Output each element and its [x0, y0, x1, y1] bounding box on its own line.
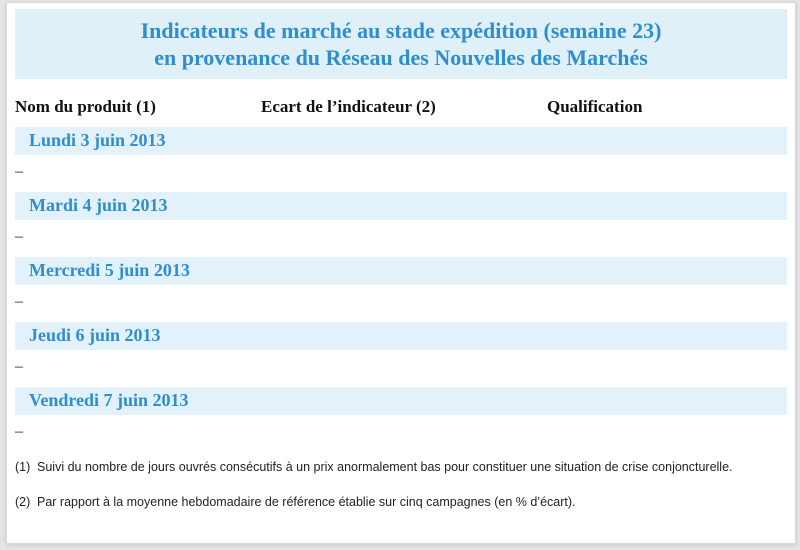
- day-band: [15, 127, 787, 155]
- day-band: [15, 192, 787, 220]
- day-label: Mercredi 5 juin 2013: [29, 260, 190, 280]
- footnote-text: Suivi du nombre de jours ouvrés consécutifs à un prix anormalement bas pour constituer une situation de crise conjoncturelle.: [37, 460, 733, 474]
- footnote-marker: (2): [15, 495, 31, 509]
- empty-row-dash: –: [15, 293, 23, 310]
- footnote-1: [15, 460, 775, 475]
- title-banner: [15, 9, 787, 79]
- day-label: Vendredi 7 juin 2013: [29, 390, 189, 410]
- footnote-marker: (1): [15, 460, 31, 474]
- empty-row-dash: –: [15, 163, 23, 180]
- day-band: [15, 387, 787, 415]
- day-band: [15, 322, 787, 350]
- column-header-gap: Ecart de l’indicateur (2): [261, 97, 436, 116]
- column-header-product: Nom du produit (1): [15, 97, 156, 116]
- day-band: [15, 257, 787, 285]
- empty-row-dash: –: [15, 423, 23, 440]
- empty-row-dash: –: [15, 358, 23, 375]
- empty-row-dash: –: [15, 228, 23, 245]
- footnote-2: [15, 495, 775, 510]
- day-label: Mardi 4 juin 2013: [29, 195, 168, 215]
- title-line-1: Indicateurs de marché au stade expédition (semaine 23): [140, 18, 662, 43]
- market-indicators-panel: [6, 2, 796, 544]
- column-header-qualification: Qualification: [547, 97, 643, 116]
- day-label: Lundi 3 juin 2013: [29, 130, 166, 150]
- footnote-text: Par rapport à la moyenne hebdomadaire de référence établie sur cinq campagnes (en % d’écart).: [37, 495, 576, 509]
- day-label: Jeudi 6 juin 2013: [29, 325, 161, 345]
- title-line-2: en provenance du Réseau des Nouvelles des Marchés: [154, 45, 648, 70]
